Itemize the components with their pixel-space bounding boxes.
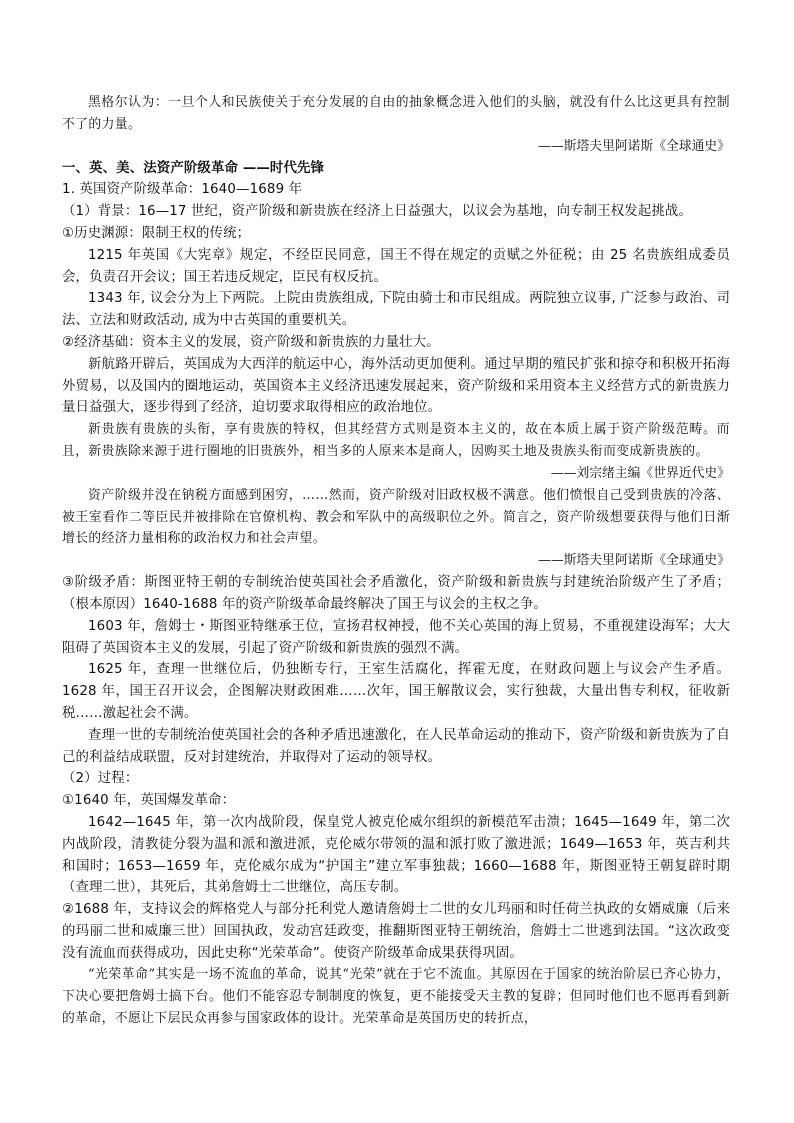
quote-bourgeoisie: 资产阶级并没在钠税方面感到困穷，……然而，资产阶级对旧政权极不满意。他们愤恨自己受到贵族的冷落、被王室看作二等臣民并被排除在官僚机构、教会和军队中的高级职位之外。简言之，资产阶级想要获得与他们日渐增长的经济力量相称的政治权力和社会声望。	[62, 487, 730, 547]
paragraph-parliament-1343: 1343 年, 议会分为上下两院。上院由贵族组成, 下院由骑士和市民组成。两院独立议事, 广泛参与政治、司法、立法和财政活动, 成为中古英国的重要机关。	[62, 291, 730, 329]
point-1640-revolution: ①1640 年，英国爆发革命：	[62, 793, 236, 809]
quote-hegel: 黑格尔认为：一旦个人和民族使关于充分发展的自由的抽象概念进入他们的头脑，就没有什么比这更具有控制不了的力量。	[62, 95, 730, 132]
document-page	[62, 92, 730, 1030]
section-heading: 一、英、美、法资产阶级革命 ——时代先锋	[62, 160, 325, 176]
quote-source: ——斯塔夫里阿诺斯《全球通史》	[538, 553, 730, 569]
paragraph-1603: 1603 年，詹姆士・斯图亚特继承王位，宣扬君权神授，他不关心英国的海上贸易，不重视建设海军；大大阻碍了英国资本主义的发展，引起了资产阶级和新贵族的强烈不满。	[62, 618, 730, 656]
subsection-title: 1. 英国资产阶级革命：1640—1689 年	[62, 182, 303, 198]
paragraph-1625: 1625 年，查理一世继位后，仍独断专行，王室生活腐化，挥霍无度，在财政问题上与议会产生矛盾。1628 年，国王召开议会，企图解决财政困难……次年，国王解散议会，实行独裁，大量出售专利权，征收新税……激起社会不满。	[62, 662, 730, 721]
paragraph-magna-carta: 1215 年英国《大宪章》规定，不经臣民同意，国王不得在规定的贡赋之外征税；由 25 名贵族组成委员会，负责召开会议；国王若违反规定，臣民有权反抗。	[62, 247, 730, 285]
paragraph-civil-wars: 1642—1645 年，第一次内战阶段，保皇党人被克伦威尔组织的新模范军击溃；1645—1649 年，第二次内战阶段，清教徒分裂为温和派和激进派，克伦威尔带领的温和派打败了激进派；1649—1653 年，英吉利共和国时；1653—1659 年，克伦威尔成为“护国主”建立军事独裁；1660—1688 年，斯图亚特王朝复辟时期（查理二世），其死后，其弟詹姆士二世继位，高压专制。	[62, 814, 730, 896]
paragraph-charles-i: 查理一世的专制统治使英国社会的各种矛盾迅速激化，在人民革命运动的推动下，资产阶级和新贵族为了自己的利益结成联盟，反对封建统治，并取得对了运动的领导权。	[62, 727, 730, 765]
quote-source: ——斯塔夫里阿诺斯《全球通史》	[538, 138, 730, 154]
quote-glorious-revolution: “光荣革命”其实是一场不流血的革命，说其“光荣”就在于它不流血。其原因在于国家的统治阶层已齐心协力，下决心要把詹姆士搞下台。他们不能容忍专制制度的恢复，更不能接受天主教的复辟；但同时他们也不愿再看到新的革命，不愿让下层民众再参与国家政体的设计。光荣革命是英国历史的转折点，	[62, 967, 730, 1027]
point-glorious-revolution: ②1688 年，支持议会的辉格党人与部分托利党人邀请詹姆士二世的女儿玛丽和时任荷兰执政的女婿威廉（后来的玛丽二世和威廉三世）回国执政，发动宫廷政变，推翻斯图亚特王朝统治，詹姆士二世逃到法国。“这次政变没有流血而获得成功，因此史称“光荣革命”。使资产阶级革命成果获得巩固。	[62, 902, 730, 961]
point-class-conflict: ③阶级矛盾：斯图亚特王朝的专制统治使英国社会矛盾激化，资产阶级和新贵族与封建统治阶级产生了矛盾；（根本原因）1640-1688 年的资产阶级革命最终解决了国王与议会的主权之争。	[62, 575, 730, 612]
point-economic-basis: ②经济基础：资本主义的发展，资产阶级和新贵族的力量壮大。	[62, 334, 440, 350]
point-historical-origin: ①历史渊源：限制王权的传统；	[62, 225, 251, 241]
quote-source: ——刘宗绪主编《世界近代史》	[550, 465, 730, 481]
process-heading: （2）过程：	[62, 771, 139, 787]
quote-new-nobility: 新贵族有贵族的头衔，享有贵族的特权，但其经营方式则是资本主义的，故在本质上属于资产阶级范畴。而且，新贵族除来源于进行圈地的旧贵族外，相当多的人原来本是商人，因购买土地及贵族头衔而变成新贵族的。	[62, 422, 730, 459]
paragraph-new-routes: 新航路开辟后，英国成为大西洋的航运中心，海外活动更加便利。通过早期的殖民扩张和掠夺和积极开拓海外贸易，以及国内的圈地运动，英国资本主义经济迅速发展起来，资产阶级和采用资本主义经营方式的新贵族力量日益强大，逐步得到了经济，迫切要求取得相应的政治地位。	[62, 356, 730, 416]
background-paragraph: （1）背景：16—17 世纪，资产阶级和新贵族在经济上日益强大，以议会为基地，向专制王权发起挑战。	[62, 204, 692, 220]
